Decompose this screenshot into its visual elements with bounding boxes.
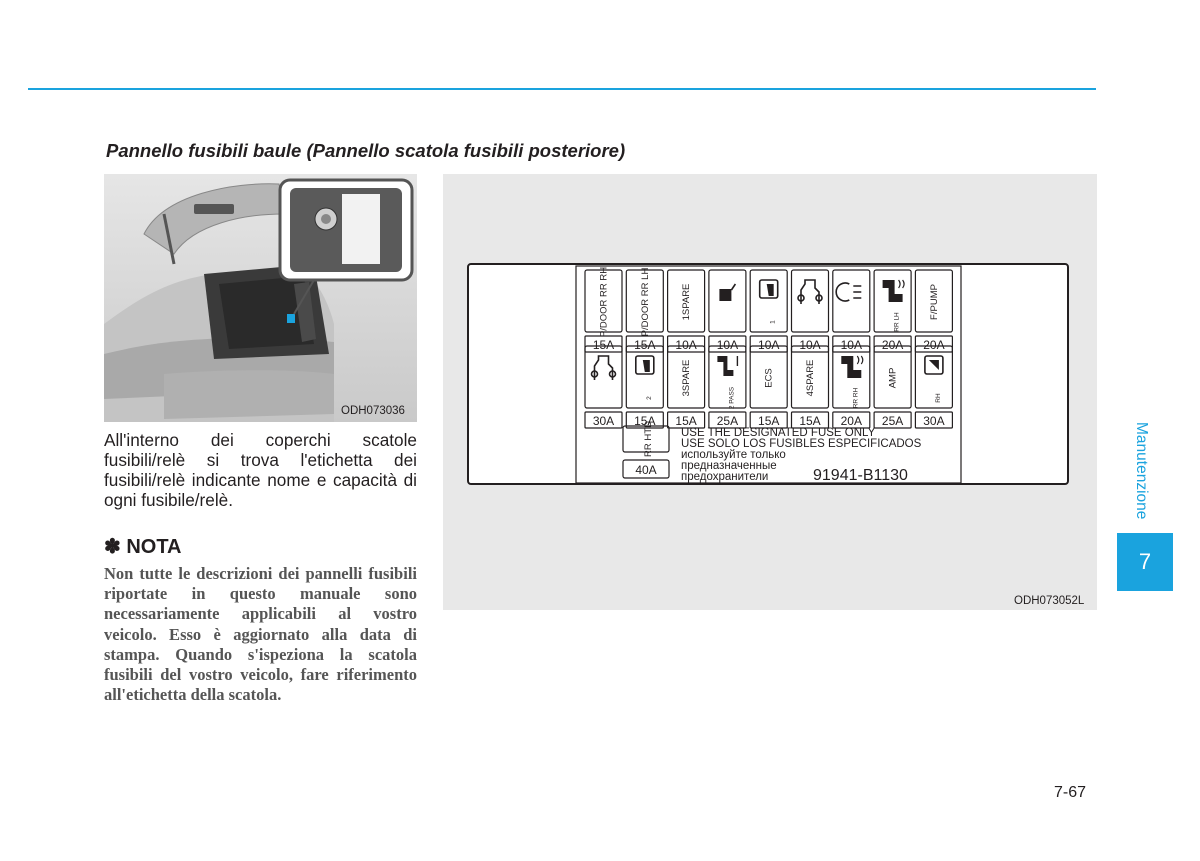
fuse-label: F/PUMP <box>928 284 940 320</box>
page-number: 7-67 <box>1054 784 1087 801</box>
fuse-rating: 20A <box>840 414 862 428</box>
note-star-icon: ✽ <box>104 536 121 558</box>
fuse-rating: 10A <box>716 338 739 352</box>
fuse-rating: 20A <box>923 338 945 352</box>
fuse-rating: 15A <box>634 414 656 428</box>
fuse-label: RH <box>934 393 942 403</box>
fuse-label: 3SPARE <box>681 359 693 397</box>
fuse-rating: 10A <box>758 338 780 352</box>
note-heading <box>104 534 182 559</box>
fuse-label: P/DOOR RR RH <box>598 266 610 338</box>
fuse-label: 2 PASS <box>728 386 736 410</box>
section-title: Pannello fusibili baule (Pannello scatola fusibili posteriore) <box>106 140 626 161</box>
side-chapter-label: Manutenzione <box>1133 422 1150 520</box>
fuse-rating: 15A <box>799 414 821 428</box>
warning-line-3: используйте только <box>681 449 786 461</box>
rr-htd-label: RR HTD <box>643 421 654 457</box>
fuse-label: 2 <box>645 396 653 400</box>
fuse-rating: 25A <box>881 414 904 428</box>
trunk-photo <box>104 174 417 422</box>
part-number: 91941-B1130 <box>813 467 908 484</box>
fuse-panel-figure <box>443 174 1097 610</box>
fuse-label: AMP <box>887 367 899 389</box>
fuse-label: 1 <box>769 320 777 324</box>
fuse-rating: 15A <box>675 414 697 428</box>
fuse-label: ECS <box>763 368 775 388</box>
fuse-panel-diagram <box>443 174 1097 610</box>
fuse-label: P/DOOR RR LH <box>639 267 651 337</box>
fuse-rating: 20A <box>881 338 904 352</box>
fuse-figure-code: ODH073052L <box>1014 595 1085 607</box>
fuse-rating: 10A <box>675 338 697 352</box>
warning-line-5: предохранители <box>681 471 769 483</box>
note-heading-text: NOTA <box>126 536 182 558</box>
fuse-rating: 10A <box>799 338 821 352</box>
fuse-label: 1SPARE <box>681 283 693 321</box>
fuse-rating: 25A <box>716 414 739 428</box>
note-body: Non tutte le descrizioni dei pannelli fusibili riportate in questo manuale sono necessariamente applicabili al vostro veicolo. Esso è aggiornato alla data di stampa. Quando s'ispeziona la scatola fusibili del vostro veicolo, fare riferimento all'etichetta della scatola. <box>104 564 417 705</box>
fuse-label: RR RH <box>852 387 860 409</box>
warning-line-4: предназначенные <box>681 460 777 472</box>
chapter-tab: 7 <box>1117 533 1173 591</box>
fuse-rating: 15A <box>592 338 615 352</box>
fuse-rating: 30A <box>923 414 945 428</box>
photo-code: ODH073036 <box>341 405 405 417</box>
fuse-label: 4SPARE <box>805 359 816 397</box>
fuse-rating: 30A <box>592 414 615 428</box>
top-rule <box>28 88 1096 90</box>
body-text: All'interno dei coperchi scatole fusibili/relè si trova l'etichetta dei fusibili/relè indicante nome e capacità di ogni fusibile/relè. <box>104 430 417 510</box>
warning-line-1: USE THE DESIGNATED FUSE ONLY <box>681 427 876 439</box>
fuse-rating: 15A <box>758 414 780 428</box>
fuse-rating: 10A <box>840 338 862 352</box>
warning-line-2: USE SOLO LOS FUSIBLES ESPECIFICADOS <box>681 438 922 450</box>
rr-htd-rating: 40A <box>635 463 657 477</box>
fuse-label: RR LH <box>893 312 901 332</box>
fuse-rating: 15A <box>634 338 656 352</box>
